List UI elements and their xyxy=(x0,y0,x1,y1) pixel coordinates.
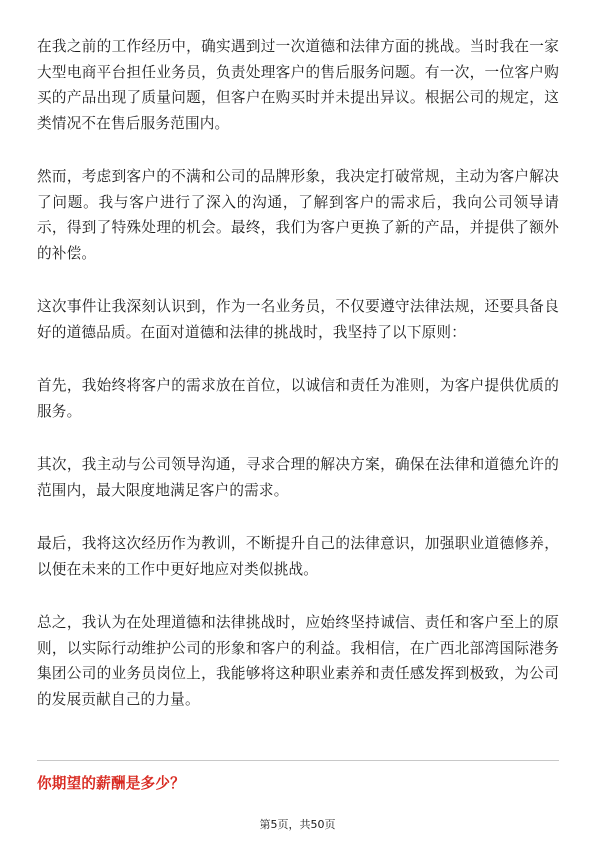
answer-paragraph-6: 最后，我将这次经历作为教训，不断提升自己的法律意识，加强职业道德修养，以便在未来的工作中更好地应对类似挑战。 xyxy=(37,535,559,578)
answer-paragraph-3: 这次事件让我深刻认识到，作为一名业务员，不仅要遵守法律法规，还要具备良好的道德品质。在面对道德和法律的挑战时，我坚持了以下原则： xyxy=(37,298,559,341)
answer-paragraph-5: 其次，我主动与公司领导沟通，寻求合理的解决方案，确保在法律和道德允许的范围内，最大限度地满足客户的需求。 xyxy=(37,456,559,499)
answer-paragraph-4: 首先，我始终将客户的需求放在首位，以诚信和责任为准则，为客户提供优质的服务。 xyxy=(37,377,559,420)
answer-paragraph-1: 在我之前的工作经历中，确实遇到过一次道德和法律方面的挑战。当时我在一家大型电商平台担任业务员，负责处理客户的售后服务问题。有一次，一位客户购买的产品出现了质量问题，但客户在购买时并未提出异议。根据公司的规定，这类情况不在售后服务范围内。 xyxy=(37,38,559,132)
answer-body xyxy=(37,34,559,740)
answer-paragraph-7: 总之，我认为在处理道德和法律挑战时，应始终坚持诚信、责任和客户至上的原则，以实际行动维护公司的形象和客户的利益。我相信，在广西北部湾国际港务集团公司的业务员岗位上，我能够将这种职业素养和责任感发挥到极致，为公司的发展贡献自己的力量。 xyxy=(37,614,559,708)
next-question-heading: 你期望的薪酬是多少？ xyxy=(37,775,185,792)
answer-paragraph-2: 然而，考虑到客户的不满和公司的品牌形象，我决定打破常规，主动为客户解决了问题。我与客户进行了深入的沟通，了解到客户的需求后，我向公司领导请示，得到了特殊处理的机会。最终，我们为客户更换了新的产品，并提供了额外的补偿。 xyxy=(37,168,559,262)
page-number: 第5页，共50页 xyxy=(259,818,336,831)
section-divider xyxy=(37,760,559,761)
